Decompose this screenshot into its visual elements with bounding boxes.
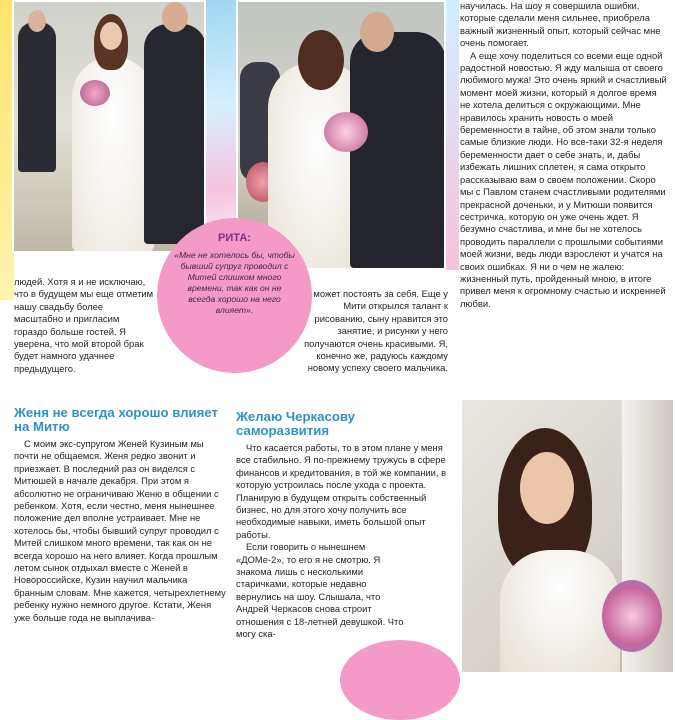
quote-text: «Мне не хотелось бы, чтобы бывший супруг проводил с Митей слишком много времени, так как он не всегда хорошо на него влияет». (174, 250, 295, 315)
col2-paragraph-1: может постоять за себя. Еще у Мити открылся талант к рисованию, сыну нравится это занятие, и рисунки у него получаются очень красивыми. Я, конечно же, радуюсь каждому новому успеху своего мальчика. (304, 288, 448, 374)
col1-paragraph-2: С моим экс-супругом Женей Кузиным мы почти не общаемся. Женя редко звонит и приезжает. В последний раз он виделся с Митюшей в начале декабря. При этом я абсолютно не ограничиваю Женю в общении с ребенком. Хотя, если честно, меня нынешнее положение дел вполне устраивает. Мне не хотелось бы, чтобы бывший супруг проводил с Митей слишком много времени, так как он не всегда хорошо на него влияет. Когда прошлым летом сынок отдыхал вместе с Женей в Новороссийске, Кузин научил мальчика бранным словам. Мне кажется, четырехлетнему ребенку нужно немного другое. Кстати, Женя уже больше года не выплачива- (14, 438, 226, 623)
column-3 (460, 0, 668, 310)
quote-bubble (157, 218, 312, 373)
decor-circle (340, 640, 460, 720)
col3-paragraph-2: А еще хочу поделиться со всеми еще одной радостной новостью. Я жду малыша от своего любимого мужа! Это очень яркий и счастливый момент моей жизни, который я долгое время не хотела делиться с окружающими. Мне нравилось хранить новость о моей беременности в тайне, об этом знали только самые близкие люди. Но все-таки 32-я неделя беременности дает о себе знать, и, дабы избежать лишних сплетен, я сама открыто рассказываю вам о своем положении. Скоро мы с Павлом станем счастливыми родителями прекрасной доченьки, и у Митюши появится сестричка, которую он уже очень ждет. Я безумно счастлива, и мне бы не хотелось проводить параллели с прошлыми событиями моей жизни, ведь люди взрослеют и учатся на своих ошибках. Я ни о чем не жалею: жизненный путь, пройденный мною, в итоге привел меня к огромному счастью и искренней любви. (460, 49, 667, 309)
column-1-top (14, 276, 154, 375)
column-1 (14, 406, 226, 624)
col3-paragraph-1: научилась. На шоу я совершила ошибки, которые сделали меня сильнее, приобрела важный жизненный опыт, который сейчас мне очень помогает. (460, 0, 661, 49)
col2-heading: Желаю Черкасову саморазвития (236, 409, 355, 438)
bouquet (602, 580, 662, 652)
woman-face (520, 452, 574, 524)
quote-author: РИТА: (218, 232, 251, 244)
column-2-top (300, 288, 448, 375)
wedding-photo-left (12, 0, 206, 253)
bouquet (324, 112, 368, 152)
col1-paragraph-1: людей. Хотя я и не исключаю, что в будущем мы еще отметим нашу свадьбу более масштабно и пригласим гораздо больше гостей. Я уверена, что мой второй брак будет намного удачнее предыдущего. (14, 276, 154, 374)
column-2 (236, 410, 448, 641)
bouquet (80, 80, 110, 106)
guest-figure (18, 22, 56, 172)
decor-stripe-pink (445, 0, 459, 270)
col1-heading: Женя не всегда хорошо влияет на Митю (14, 405, 218, 434)
portrait-photo (460, 398, 675, 674)
col2-paragraph-3: Если говорить о нынешнем «ДОМе-2», то его я не смотрю. Я знакома лишь с несколькими старичками, которые недавно вернулись на шоу. Слышала, что Андрей Черкасов снова строит отношения с 18-летней девушкой. Что могу ска- (236, 541, 404, 640)
col2-paragraph-2: Что касается работы, то в этом плане у меня все стабильно. Я по-прежнему тружусь в сфере финансов и кредитования, в той же компании, в которую устроилась после ухода с проекта. Планирую в будущем открыть собственный бизнес, но для этого хочу получить все необходимые навыки, иметь большой опыт работы. (236, 442, 447, 540)
groom-figure (350, 32, 446, 268)
groom-figure (144, 24, 206, 244)
